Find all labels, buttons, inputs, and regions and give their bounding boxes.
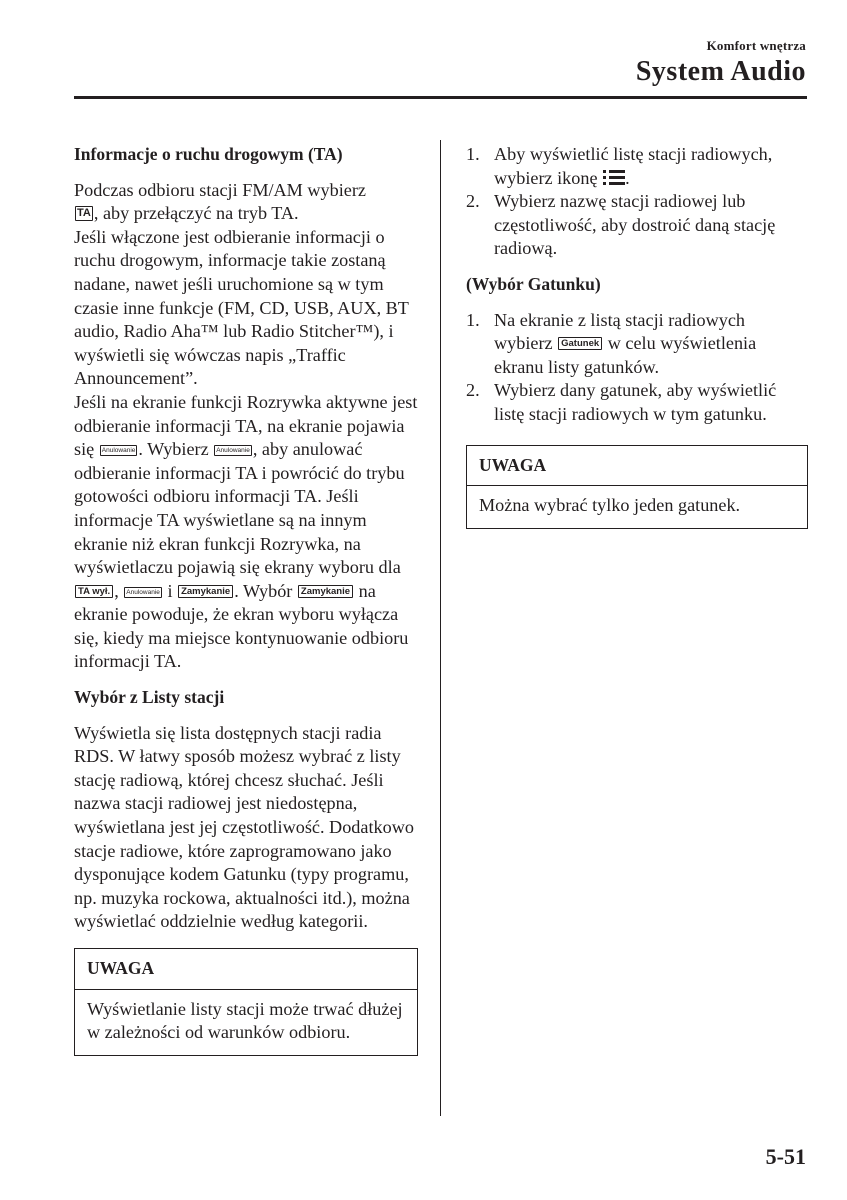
station-list-heading: Wybór z Listy stacji <box>74 687 225 708</box>
ta-heading: Informacje o ruchu drogowym (TA) <box>74 144 343 164</box>
header-rule <box>74 96 807 99</box>
ta-text-1: Podczas odbioru stacji FM/AM wybierz <box>74 179 366 200</box>
and-word: i <box>167 580 173 601</box>
note-title: UWAGA <box>467 446 807 487</box>
genre-heading: (Wybór Gatunku) <box>466 273 601 294</box>
ta-paragraph <box>74 179 418 674</box>
genre-steps <box>466 309 808 427</box>
list-icon <box>603 169 625 185</box>
step-number: 1. <box>466 144 480 164</box>
right-column <box>466 143 808 529</box>
step-text <box>494 143 808 190</box>
step-text-part: Na ekranie z listą stacji radiowych wybierz <box>494 309 745 354</box>
step-text-part: Aby wyświetlić listę stacji radiowych, wybierz ikonę <box>494 144 773 188</box>
anulowanie-chip-3: Anulowanie <box>126 588 160 596</box>
list-item <box>466 309 808 380</box>
station-list-paragraph: Wyświetla się lista dostępnych stacji radia RDS. W łatwy sposób możesz wybrać z listy stację radiową, której chcesz słuchać. Jeśli nazwa stacji radiowej jest niedostępna, wyświetlana jest jej częstotliwość. Dodatkowo stacje radiowe, które zaprogramowano jako dysponujące kodem Gatunku (typy programu, np. muzyka rockowa, aktualności itd.), można wyświetlać oddzielnie według kategorii. <box>74 722 414 932</box>
ta-text-2: , aby przełączyć na tryb TA. <box>93 203 299 224</box>
section-label: Komfort wnętrza <box>706 38 806 53</box>
step-number: 1. <box>466 309 480 330</box>
anulowanie-chip-1: Anulowanie <box>101 447 136 455</box>
gatunek-chip: Gatunek <box>558 337 602 350</box>
note-body: Można wybrać tylko jeden gatunek. <box>479 495 741 516</box>
step-text <box>494 309 808 380</box>
ta-text-7: . Wybór <box>234 580 293 601</box>
ta-wyl-chip: TA wył. <box>75 585 113 598</box>
column-divider <box>440 140 441 1116</box>
step-text: Wybierz dany gatunek, aby wyświetlić listę stacji radiowych w tym gatunku. <box>494 380 777 424</box>
zamykanie-chip-2: Zamykanie <box>298 585 353 598</box>
comma: , <box>114 580 119 601</box>
ta-text-5: . Wybierz <box>138 439 209 460</box>
step-number: 2. <box>466 380 480 401</box>
zamykanie-chip-1: Zamykanie <box>178 585 233 598</box>
note-box-left <box>74 948 418 1056</box>
left-column <box>74 143 418 1056</box>
list-item <box>466 379 808 426</box>
station-list-steps <box>466 143 808 261</box>
list-item <box>466 143 808 190</box>
anulowanie-chip-2: Anulowanie <box>216 447 250 455</box>
step-text: Wybierz nazwę stacji radiowej lub częstotliwość, aby dostroić daną stację radiową. <box>494 191 776 259</box>
ta-text-4: Jeśli na ekranie funkcji Rozrywka aktywne jest odbieranie informacji TA, na ekranie pojawia się <box>74 391 418 460</box>
ta-text-6: , aby anulować odbieranie informacji TA i powrócić do trybu gotowości odbioru informacji TA. Jeśli informacje TA wyświetlane są na innym ekranie niż ekran funkcji Rozrywka, na wyświetlaczu pojawią się ekrany wyboru dla <box>74 439 405 578</box>
page-title: System Audio <box>635 56 806 87</box>
ta-text-8: na ekranie powoduje, że ekran wyboru wyłącza się, kiedy ma miejsce kontynuowanie odbioru informacji TA. <box>74 580 409 672</box>
note-title: UWAGA <box>75 949 417 990</box>
note-box-right <box>466 445 808 529</box>
ta-chip: TA <box>77 207 91 220</box>
page-number: 5-51 <box>765 1144 806 1169</box>
ta-text-3: Jeśli włączone jest odbieranie informacji o ruchu drogowym, informacje takie zostaną nadane, nawet jeśli uruchomione są w tym czasie inne funkcje (FM, CD, USB, AUX, BT audio, Radio Aha™ lub Radio Stitcher™), i wyświetli się wówczas napis „Traffic Announcement”. <box>74 226 409 389</box>
step-text-part: . <box>625 167 630 188</box>
list-item <box>466 190 808 261</box>
note-body: Wyświetlanie listy stacji może trwać dłużej w zależności od warunków odbioru. <box>87 998 403 1043</box>
step-text-part: w celu wyświetlenia ekranu listy gatunków. <box>494 333 757 377</box>
step-number: 2. <box>466 191 480 212</box>
